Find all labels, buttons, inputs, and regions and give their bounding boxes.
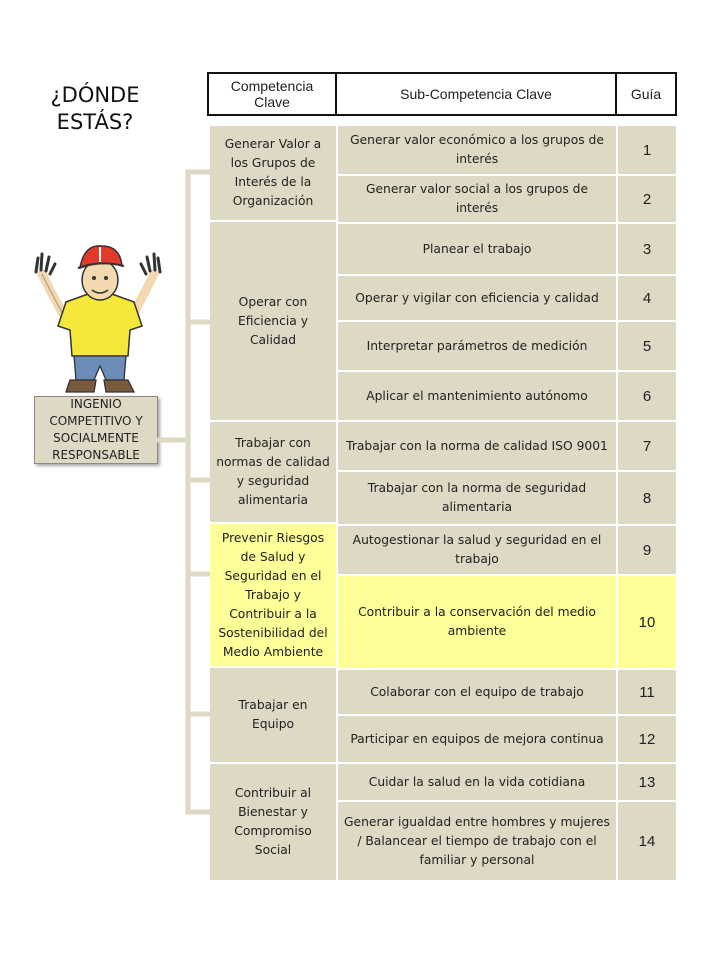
subcompetencia-cell: Trabajar con la norma de calidad ISO 9001	[338, 422, 616, 470]
guia-number: 7	[618, 422, 676, 470]
page-title: ¿DÓNDE ESTÁS?	[50, 83, 140, 134]
subcompetencia-cell: Operar y vigilar con eficiencia y calidad	[338, 276, 616, 320]
subcompetencia-cell: Colaborar con el equipo de trabajo	[338, 670, 616, 714]
guia-number: 1	[618, 126, 676, 174]
competencia-cell: Operar con Eficiencia y Calidad	[210, 222, 336, 420]
root-box: INGENIO COMPETITIVO Y SOCIALMENTE RESPONSABLE	[34, 396, 158, 464]
guia-number: 2	[618, 176, 676, 222]
subcompetencia-cell: Interpretar parámetros de medición	[338, 322, 616, 370]
guia-number: 12	[618, 716, 676, 762]
guia-number: 3	[618, 224, 676, 274]
guia-number: 5	[618, 322, 676, 370]
guia-number-highlighted: 10	[618, 576, 676, 668]
competencia-cell-highlighted: Prevenir Riesgos de Salud y Seguridad en el Trabajo y Contribuir a la Sostenibilidad del Medio Ambiente	[210, 524, 336, 666]
competencia-cell: Trabajar con normas de calidad y seguridad alimentaria	[210, 422, 336, 522]
subcompetencia-cell: Aplicar el mantenimiento autónomo	[338, 372, 616, 420]
guia-number: 9	[618, 526, 676, 574]
subcompetencia-cell: Participar en equipos de mejora continua	[338, 716, 616, 762]
header-guia: Guía	[615, 72, 677, 116]
subcompetencia-cell: Generar valor social a los grupos de interés	[338, 176, 616, 222]
subcompetencia-cell: Autogestionar la salud y seguridad en el trabajo	[338, 526, 616, 574]
subcompetencia-cell: Trabajar con la norma de seguridad alimentaria	[338, 472, 616, 524]
guia-number: 14	[618, 802, 676, 880]
worker-character-illustration	[30, 238, 170, 398]
subcompetencia-cell: Generar valor económico a los grupos de interés	[338, 126, 616, 174]
guia-number: 11	[618, 670, 676, 714]
subcompetencia-cell: Planear el trabajo	[338, 224, 616, 274]
connector-bracket	[150, 160, 212, 830]
competencia-cell: Trabajar en Equipo	[210, 668, 336, 762]
guia-number: 6	[618, 372, 676, 420]
competencia-cell: Contribuir al Bienestar y Compromiso Social	[210, 764, 336, 880]
subcompetencia-cell: Generar igualdad entre hombres y mujeres / Balancear el tiempo de trabajo con el familiar y personal	[338, 802, 616, 880]
competencia-cell: Generar Valor a los Grupos de Interés de la Organización	[210, 126, 336, 220]
subcompetencia-cell-highlighted: Contribuir a la conservación del medio ambiente	[338, 576, 616, 668]
guia-number: 4	[618, 276, 676, 320]
guia-number: 8	[618, 472, 676, 524]
header-subcompetencia: Sub-Competencia Clave	[335, 72, 617, 116]
guia-number: 13	[618, 764, 676, 800]
subcompetencia-cell: Cuidar la salud en la vida cotidiana	[338, 764, 616, 800]
header-competencia: Competencia Clave	[207, 72, 337, 116]
